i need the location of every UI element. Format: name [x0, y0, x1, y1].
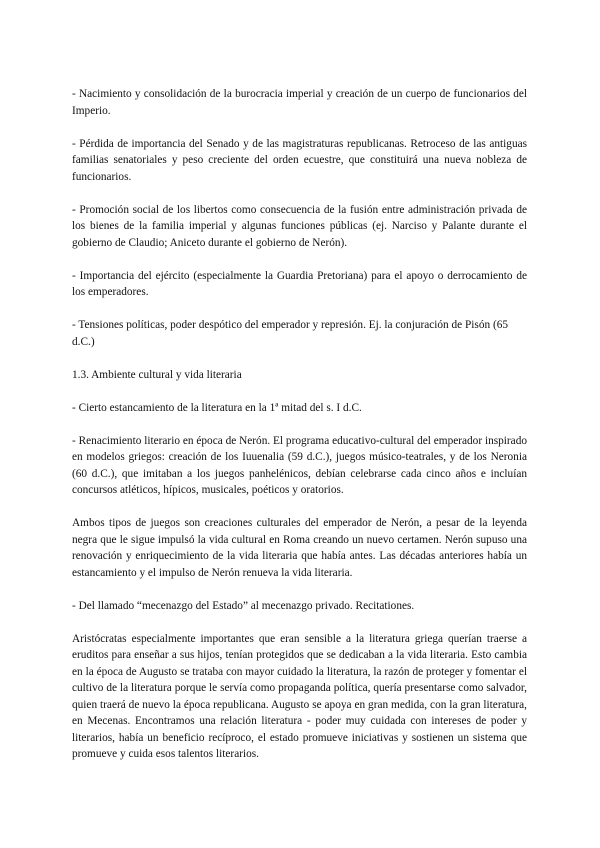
bullet-senate: - Pérdida de importancia del Senado y de las magistraturas republicanas. Retroceso de las antiguas familias senatoriales y peso creciente del orden ecuestre, que constituirá una nueva nobleza de funcionarios.	[72, 137, 527, 183]
bullet-army: - Importancia del ejército (especialmente la Guardia Pretoriana) para el apoyo o derrocamiento de los emperadores.	[72, 269, 527, 298]
paragraph-aristocrats: Aristócratas especialmente importantes que eran sensible a la literatura griega querían traerse a eruditos para enseñar a sus hijos, tenían protegidos que se dedicaban a la vida literaria. Esto cambia en la época de Augusto se trataba con mayor cuidado la literatura, la razón de proteger y fomentar el cultivo de la literatura porque le servía como propaganda política, quería presentarse como salvador, quien traerá de nuevo la época republicana. Augusto se apoya en gran medida, con la gran literatura, en Mecenas. Encontramos una relación literatura - poder muy cuidada con intereses de poder y literarios, había un beneficio recíproco, el estado promueve iniciativas y sostienen un sistema que promueve y cuida esos talentos literarios.	[72, 632, 527, 760]
bullet-tensions: - Tensiones políticas, poder despótico del emperador y represión. Ej. la conjuración de Pisón (65 d.C.)	[72, 319, 509, 348]
bullet-renaissance: - Renacimiento literario en época de Nerón. El programa educativo-cultural del emperador inspirado en modelos griegos: creación de los Iuuenalia (59 d.C.), juegos músico-teatrales, y de los Neronia (60 d.C.), que imitaban a los juegos panhelénicos, debían celebrarse cada cinco años e incluían concursos atléticos, hípicos, musicales, poéticos y oratorios.	[72, 434, 527, 496]
bullet-stagnation: - Cierto estancamiento de la literatura en la 1ª mitad del s. I d.C.	[72, 401, 362, 414]
bullet-bureaucracy: - Nacimiento y consolidación de la burocracia imperial y creación de un cuerpo de funcionarios del Imperio.	[72, 88, 527, 117]
bullet-patronage: - Del llamado “mecenazgo del Estado” al mecenazgo privado. Recitationes.	[72, 599, 415, 612]
paragraph-games: Ambos tipos de juegos son creaciones culturales del emperador de Nerón, a pesar de la leyenda negra que le sigue impulsó la vida cultural en Roma creando un nuevo certamen. Nerón supuso una renovación y enriquecimiento de la vida literaria que había antes. Las décadas anteriores había un estancamiento y el impulso de Nerón renueva la vida literaria.	[72, 517, 527, 579]
document-page	[72, 86, 527, 779]
section-heading: 1.3. Ambiente cultural y vida literaria	[72, 368, 242, 381]
bullet-freedmen: - Promoción social de los libertos como consecuencia de la fusión entre administración privada de los bienes de la familia imperial y algunas funciones públicas (ej. Narciso y Palante durante el gobierno de Claudio; Aniceto durante el gobierno de Nerón).	[72, 203, 527, 249]
